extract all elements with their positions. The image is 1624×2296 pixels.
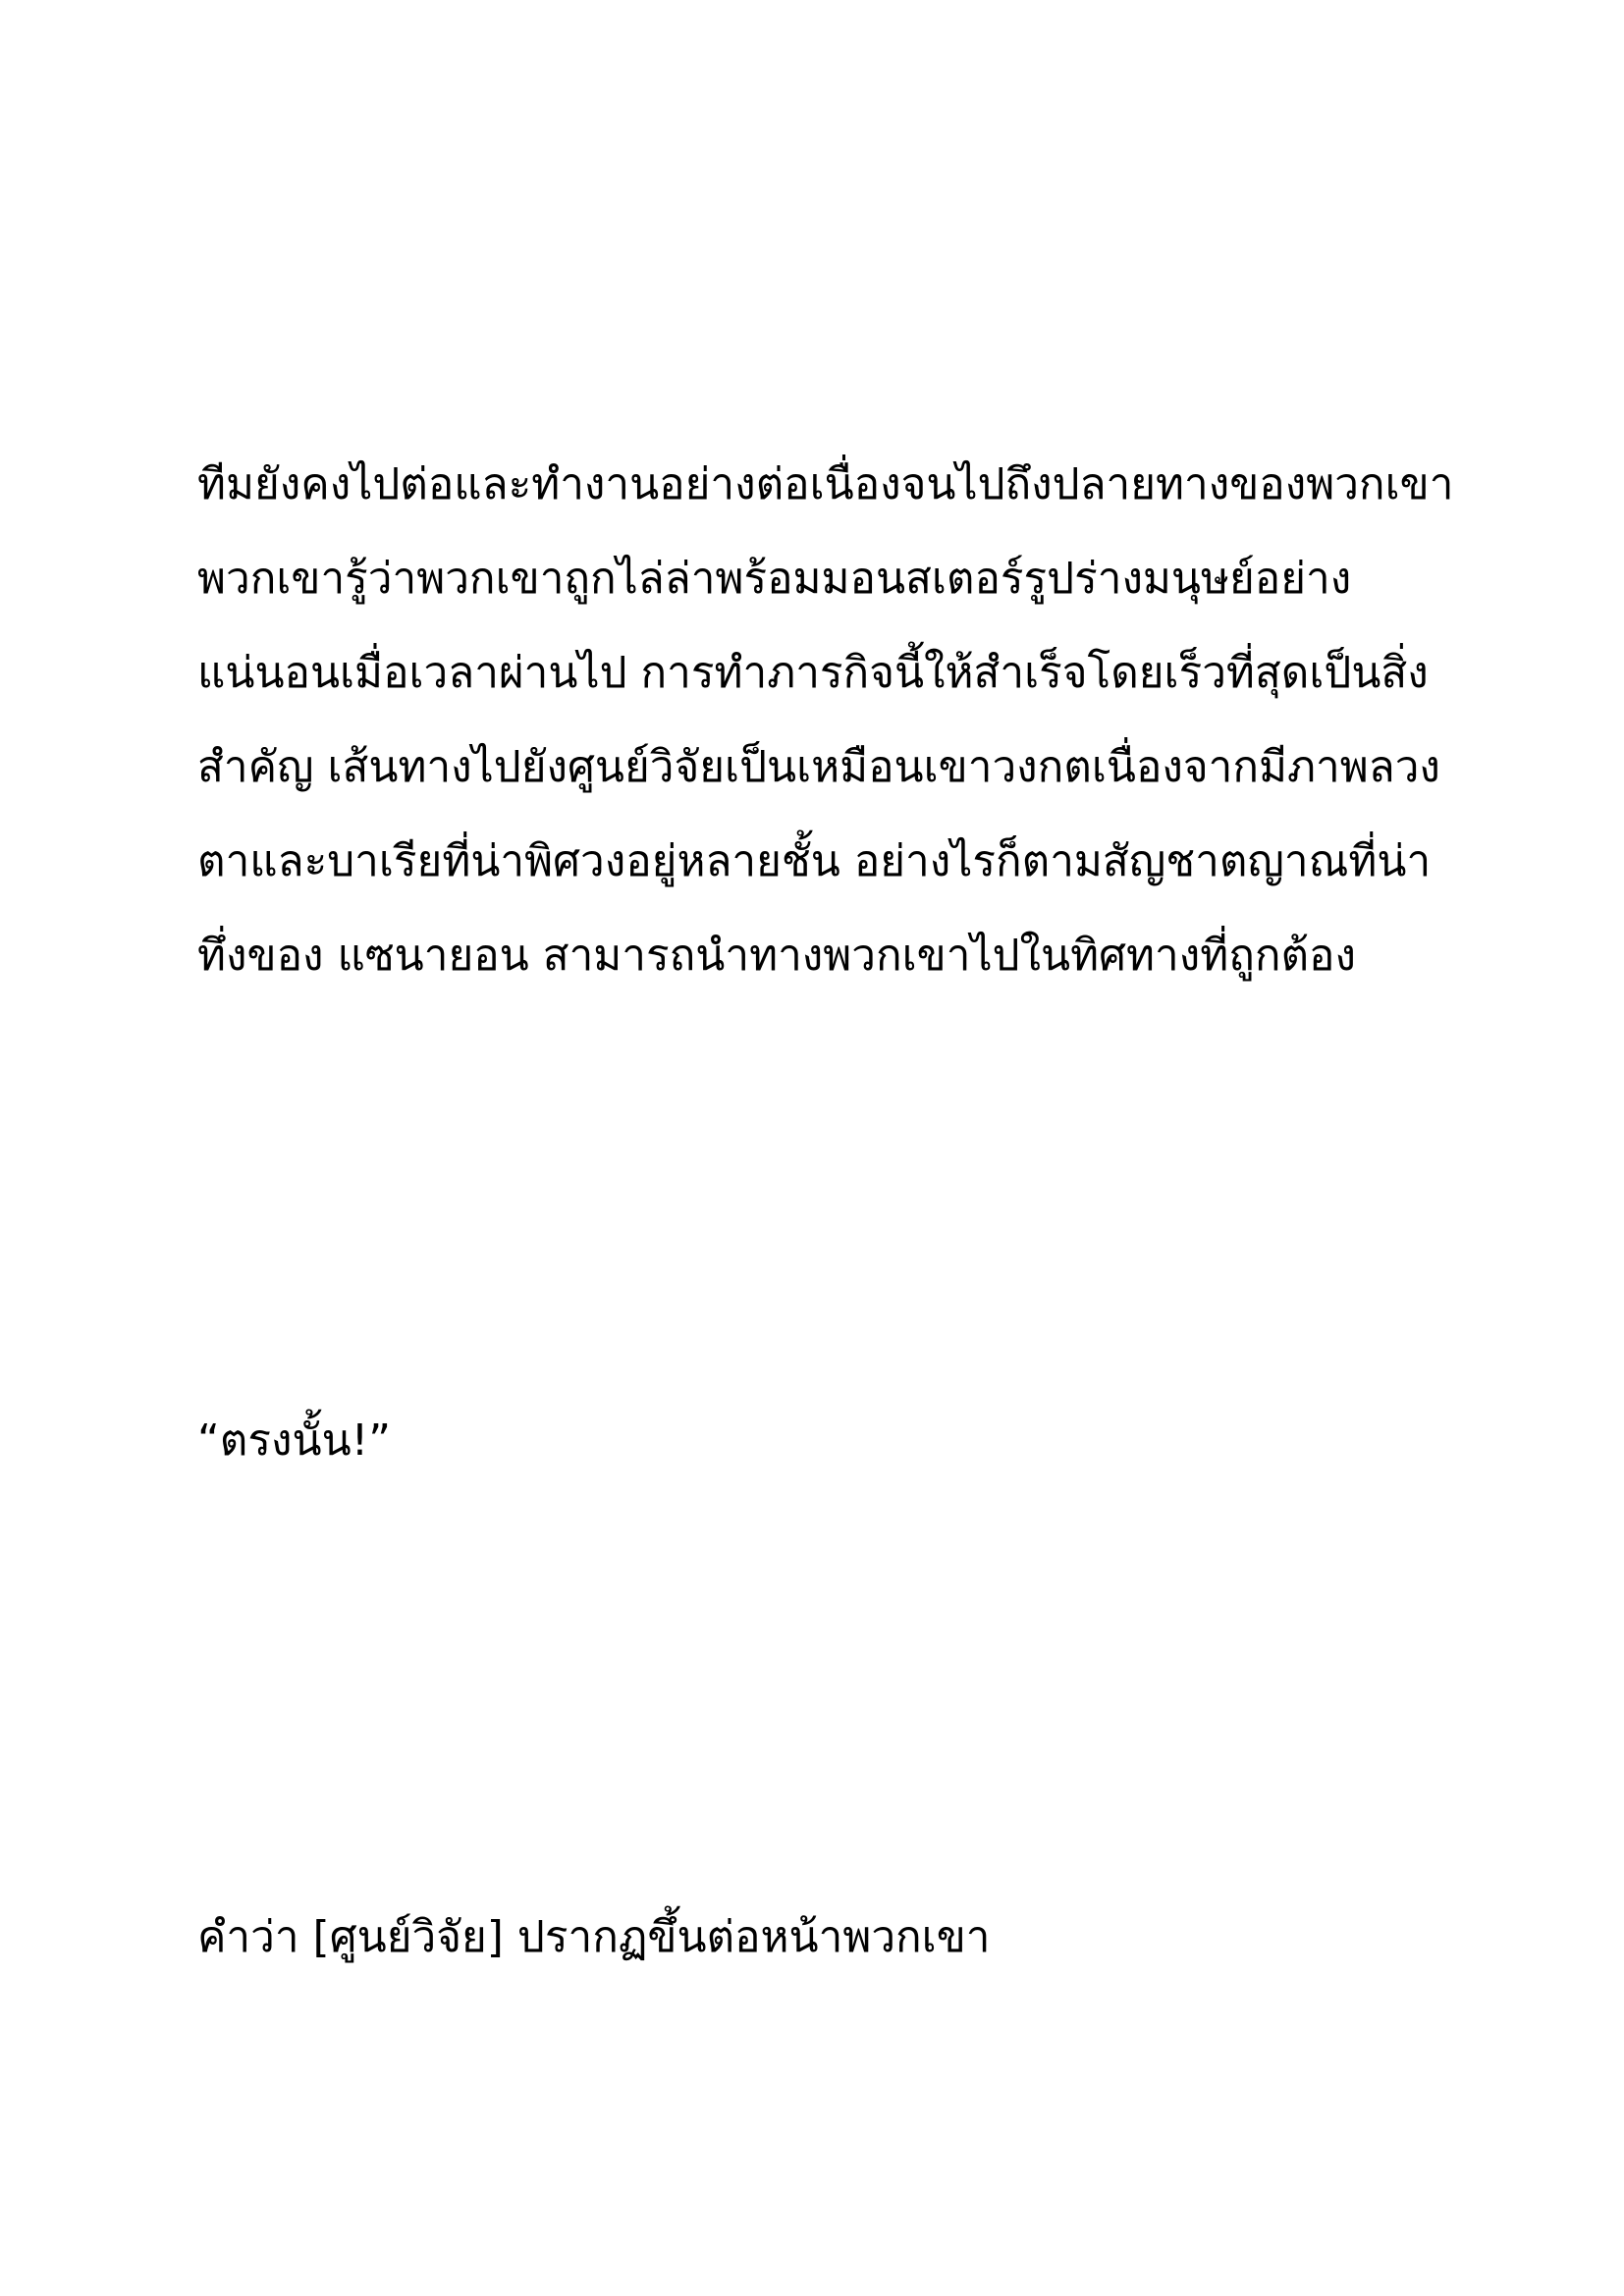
closing-line: คำว่า [ศูนย์วิจัย] ปรากฏขึ้นต่อหน้าพวกเขา (197, 1912, 991, 1962)
paragraph-line: ทีมยังคงไปต่อและทำงานอย่างต่อเนื่องจนไปถึงปลายทางของพวกเขา (197, 459, 1454, 509)
paragraph-line: ตาและบาเรียที่น่าพิศวงอยู่หลายชั้น อย่างไรก็ตามสัญชาตญาณที่น่า (197, 836, 1432, 886)
paragraph-line: สำคัญ เส้นทางไปยังศูนย์วิจัยเป็นเหมือนเขาวงกตเนื่องจากมีภาพลวง (197, 742, 1440, 792)
paragraph-line: แน่นอนเมื่อเวลาผ่านไป การทำภารกิจนี้ให้สำเร็จโดยเร็วที่สุดเป็นสิ่ง (197, 648, 1429, 698)
dialogue-line: “ตรงนั้น!” (197, 1415, 392, 1466)
paragraph-line: ทึ่งของ แซนายอน สามารถนำทางพวกเขาไปในทิศทางที่ถูกต้อง (197, 931, 1356, 981)
paragraph-line: พวกเขารู้ว่าพวกเขาถูกไล่ล่าพร้อมมอนสเตอร์รูปร่างมนุษย์อย่าง (197, 554, 1352, 604)
body-paragraph (197, 438, 1453, 1003)
